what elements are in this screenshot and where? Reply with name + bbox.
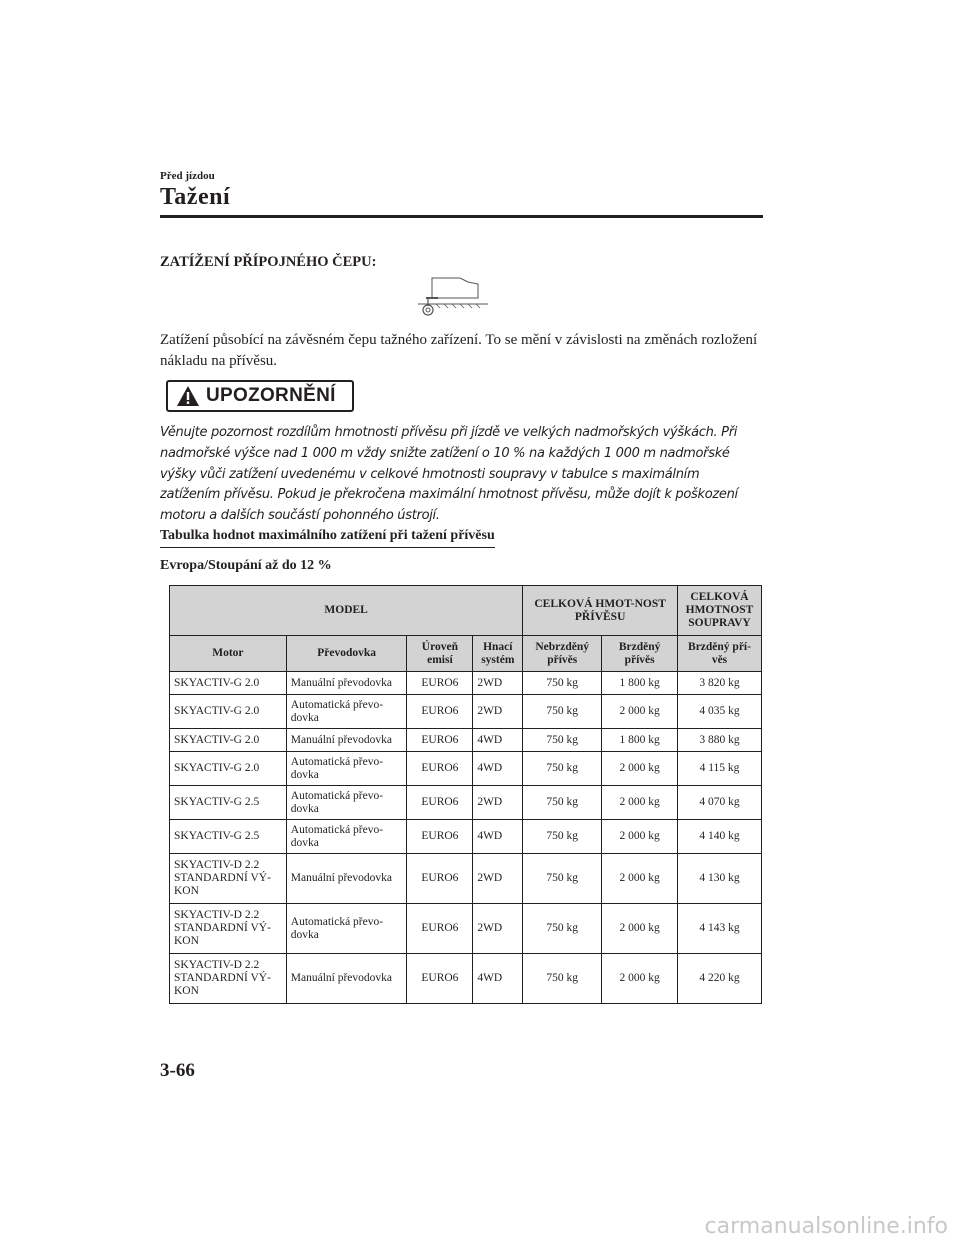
cell-emission: EURO6 xyxy=(407,695,473,729)
cell-unbraked: 750 kg xyxy=(523,820,602,854)
cell-unbraked: 750 kg xyxy=(523,695,602,729)
cell-emission: EURO6 xyxy=(407,820,473,854)
cell-braked: 2 000 kg xyxy=(602,820,678,854)
cell-transmission: Automatická převo-dovka xyxy=(286,904,407,954)
cell-drive: 4WD xyxy=(473,752,523,786)
cell-unbraked: 750 kg xyxy=(523,752,602,786)
col-header-unbraked: Nebrzděný přívěs xyxy=(523,636,602,672)
cell-braked: 2 000 kg xyxy=(602,695,678,729)
table-row xyxy=(170,786,762,820)
table-row xyxy=(170,854,762,904)
cell-engine: SKYACTIV-G 2.5 xyxy=(170,820,287,854)
cell-engine: SKYACTIV-D 2.2 STANDARDNÍ VÝ-KON xyxy=(170,904,287,954)
cell-engine: SKYACTIV-G 2.0 xyxy=(170,752,287,786)
cell-braked: 2 000 kg xyxy=(602,854,678,904)
cell-total: 3 880 kg xyxy=(678,729,762,752)
cell-transmission: Automatická převo-dovka xyxy=(286,752,407,786)
col-header-engine: Motor xyxy=(170,636,287,672)
header-trailer-weight: CELKOVÁ HMOT-NOST PŘÍVĚSU xyxy=(523,586,678,636)
cell-transmission: Automatická převo-dovka xyxy=(286,695,407,729)
cell-unbraked: 750 kg xyxy=(523,854,602,904)
cell-unbraked: 750 kg xyxy=(523,729,602,752)
table-row xyxy=(170,729,762,752)
table-row xyxy=(170,695,762,729)
cell-transmission: Automatická převo-dovka xyxy=(286,786,407,820)
cell-braked: 2 000 kg xyxy=(602,954,678,1004)
cell-total: 4 035 kg xyxy=(678,695,762,729)
cell-transmission: Manuální převodovka xyxy=(286,854,407,904)
cell-total: 4 070 kg xyxy=(678,786,762,820)
cell-braked: 1 800 kg xyxy=(602,729,678,752)
cell-engine: SKYACTIV-D 2.2 STANDARDNÍ VÝ-KON xyxy=(170,854,287,904)
header-model: MODEL xyxy=(170,586,523,636)
cell-emission: EURO6 xyxy=(407,729,473,752)
watermark-bar xyxy=(0,1212,960,1245)
cell-transmission: Automatická převo-dovka xyxy=(286,820,407,854)
cell-total: 3 820 kg xyxy=(678,672,762,695)
cell-emission: EURO6 xyxy=(407,854,473,904)
col-header-emission: Úroveň emisí xyxy=(407,636,473,672)
cell-drive: 2WD xyxy=(473,904,523,954)
cell-drive: 2WD xyxy=(473,854,523,904)
cell-total: 4 130 kg xyxy=(678,854,762,904)
page-number: 3-66 xyxy=(160,1060,195,1081)
cell-braked: 2 000 kg xyxy=(602,752,678,786)
cell-total: 4 143 kg xyxy=(678,904,762,954)
caution-text: Věnujte pozornost rozdílům hmotnosti přívěsu při jízdě ve velkých nadmořských výškách. Při nadmořské výšce nad 1 000 m vždy snižte zatížení o 10 % na každých 1 000 m nadmořské výšky vůči zatížení uvedenému v celkové hmotnosti soupravy v tabulce s maximálním zatížením přívěsu. Pokud je překročena maximální hmotnost přívěsu, může dojít k poškození motoru a dalších součástí pohonného ústrojí. xyxy=(160,425,738,524)
cell-unbraked: 750 kg xyxy=(523,954,602,1004)
cell-engine: SKYACTIV-G 2.5 xyxy=(170,786,287,820)
cell-unbraked: 750 kg xyxy=(523,904,602,954)
table-title: Tabulka hodnot maximálního zatížení při tažení přívěsu xyxy=(160,528,495,548)
cell-total: 4 115 kg xyxy=(678,752,762,786)
table-row xyxy=(170,954,762,1004)
cell-transmission: Manuální převodovka xyxy=(286,954,407,1004)
cell-braked: 1 800 kg xyxy=(602,672,678,695)
col-header-drive: Hnací systém xyxy=(473,636,523,672)
cell-emission: EURO6 xyxy=(407,954,473,1004)
cell-engine: SKYACTIV-G 2.0 xyxy=(170,729,287,752)
cell-engine: SKYACTIV-G 2.0 xyxy=(170,672,287,695)
cell-engine: SKYACTIV-D 2.2 STANDARDNÍ VÝ-KON xyxy=(170,954,287,1004)
warning-triangle-icon xyxy=(176,385,200,407)
col-header-braked: Brzděný přívěs xyxy=(602,636,678,672)
cell-emission: EURO6 xyxy=(407,672,473,695)
cell-total: 4 140 kg xyxy=(678,820,762,854)
cell-total: 4 220 kg xyxy=(678,954,762,1004)
trailer-hitch-icon xyxy=(416,268,490,320)
cell-drive: 2WD xyxy=(473,672,523,695)
cell-drive: 4WD xyxy=(473,820,523,854)
cell-transmission: Manuální převodovka xyxy=(286,672,407,695)
header-total-weight: CELKOVÁ HMOTNOST SOUPRAVY xyxy=(678,586,762,636)
cell-unbraked: 750 kg xyxy=(523,672,602,695)
caution-badge xyxy=(166,380,354,412)
page-title: Tažení xyxy=(160,184,231,210)
caution-label: UPOZORNĚNÍ xyxy=(206,385,336,406)
cell-drive: 2WD xyxy=(473,695,523,729)
col-header-transmission: Převodovka xyxy=(286,636,407,672)
cell-engine: SKYACTIV-G 2.0 xyxy=(170,695,287,729)
cell-transmission: Manuální převodovka xyxy=(286,729,407,752)
cell-drive: 2WD xyxy=(473,786,523,820)
title-rule xyxy=(160,215,763,218)
table-subtitle: Evropa/Stoupání až do 12 % xyxy=(160,558,332,573)
cell-braked: 2 000 kg xyxy=(602,786,678,820)
watermark-text: carmanualsonline.info xyxy=(704,1214,948,1239)
tongue-load-heading: ZATÍŽENÍ PŘÍPOJNÉHO ČEPU: xyxy=(160,254,377,270)
cell-drive: 4WD xyxy=(473,954,523,1004)
cell-unbraked: 750 kg xyxy=(523,786,602,820)
tongue-load-description: Zatížení působící na závěsném čepu tažného zařízení. To se mění v závislosti na změnách rozložení nákladu na přívěsu. xyxy=(160,332,758,369)
section-label: Před jízdou xyxy=(160,170,215,182)
cell-emission: EURO6 xyxy=(407,904,473,954)
cell-emission: EURO6 xyxy=(407,786,473,820)
towing-load-table xyxy=(169,585,762,1004)
cell-drive: 4WD xyxy=(473,729,523,752)
table-row xyxy=(170,672,762,695)
table-row xyxy=(170,820,762,854)
table-row xyxy=(170,752,762,786)
cell-emission: EURO6 xyxy=(407,752,473,786)
col-header-braked-total: Brzděný pří-věs xyxy=(678,636,762,672)
table-row xyxy=(170,904,762,954)
cell-braked: 2 000 kg xyxy=(602,904,678,954)
